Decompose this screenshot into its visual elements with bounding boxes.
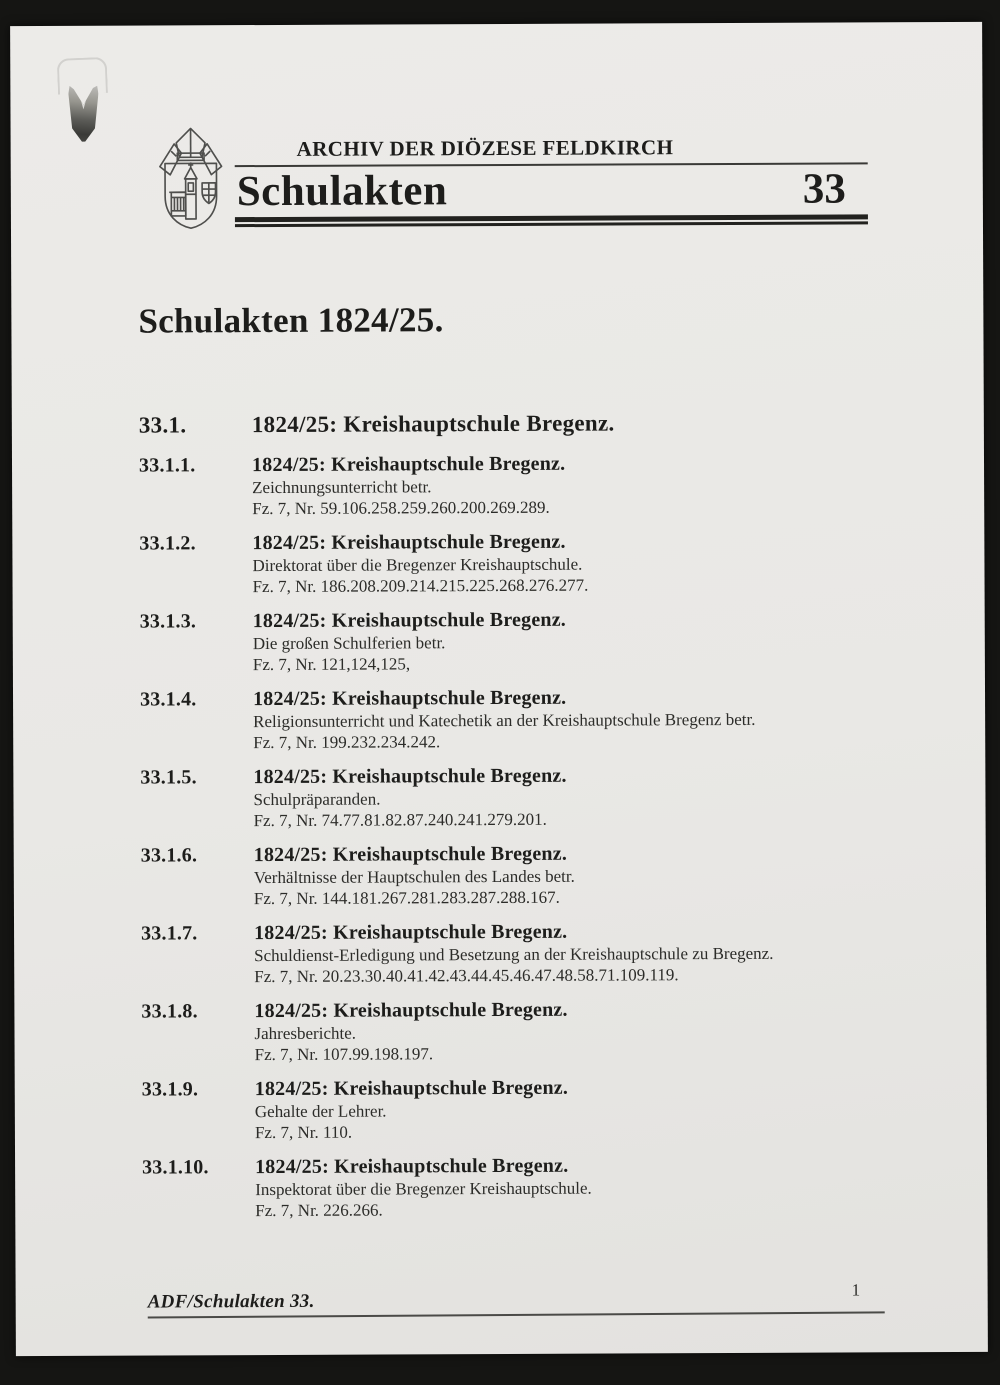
entry-details	[252, 474, 879, 519]
entry-row	[140, 762, 880, 831]
entry-id: 33.1.9.	[141, 1078, 199, 1101]
footer-label: ADF/Schulakten 33.	[147, 1290, 315, 1313]
entry-details	[254, 942, 881, 987]
entry-detail-line: Fz. 7, Nr. 121,124,125,	[252, 654, 411, 675]
entry-details	[255, 1176, 882, 1221]
entry-title: 1824/25: Kreishauptschule Bregenz.	[251, 452, 566, 477]
diocese-coat-of-arms-logo	[144, 124, 238, 232]
entry-body	[252, 408, 879, 438]
entry-detail-line: Die großen Schulferien betr.	[252, 633, 446, 654]
entry-detail-line: Religionsunterricht und Katechetik an der Kreishauptschule Bregenz betr.	[253, 709, 756, 732]
entry-title: 1824/25: Kreishauptschule Bregenz.	[255, 1154, 569, 1179]
entry-id: 33.1.10.	[142, 1156, 209, 1179]
punch-hole-outline	[57, 57, 108, 95]
entry-body	[254, 996, 881, 1065]
document-title: Schulakten 1824/25.	[138, 300, 444, 341]
entry-id: 33.1.6.	[140, 844, 198, 867]
entry-body	[252, 450, 879, 519]
entry-row	[140, 684, 880, 753]
entry-details	[254, 1020, 881, 1065]
entry-id: 33.1.2.	[139, 532, 196, 555]
entry-detail-line: Fz. 7, Nr. 144.181.267.281.283.287.288.167.	[253, 887, 560, 909]
entry-title: 1824/25: Kreishauptschule Bregenz.	[251, 410, 615, 438]
entry-detail-line: Fz. 7, Nr. 226.266.	[255, 1200, 383, 1221]
paper-fastener-mark	[68, 86, 98, 142]
entry-title: 1824/25: Kreishauptschule Bregenz.	[252, 530, 566, 555]
entry-row	[141, 918, 881, 987]
entry-body	[255, 1152, 882, 1221]
entry-detail-line: Schuldienst-Erledigung und Besetzung an der Kreishauptschule zu Bregenz.	[254, 943, 774, 966]
entry-row	[142, 1074, 882, 1143]
entry-detail-line: Jahresberichte.	[254, 1023, 357, 1044]
entry-list	[139, 408, 883, 1233]
entry-detail-line: Fz. 7, Nr. 20.23.30.40.41.42.43.44.45.46.47.48.58.71.109.119.	[254, 965, 679, 987]
section-number: 33	[802, 165, 846, 213]
entry-detail-line: Fz. 7, Nr. 110.	[254, 1122, 353, 1143]
entry-details	[255, 1098, 882, 1143]
page-number: 1	[851, 1280, 861, 1300]
entry-body	[255, 1074, 882, 1143]
letterhead	[235, 134, 868, 227]
entry-row	[140, 606, 880, 675]
entry-details	[253, 708, 880, 753]
entry-detail-line: Gehalte der Lehrer.	[254, 1101, 387, 1122]
entry-id: 33.1.3.	[139, 610, 197, 633]
entry-detail-line: Direktorat über die Bregenzer Kreishauptschule.	[252, 554, 583, 576]
masthead	[235, 164, 868, 217]
entry-detail-line: Schulpräparanden.	[253, 789, 381, 810]
entry-detail-line: Verhältnisse der Hauptschulen des Landes betr.	[253, 866, 575, 888]
entry-row	[141, 840, 881, 909]
entry-body	[253, 762, 880, 831]
entry-body	[252, 528, 879, 597]
entry-body	[254, 918, 881, 987]
entry-detail-line: Zeichnungsunterricht betr.	[252, 477, 432, 498]
entry-id: 33.1.4.	[139, 688, 197, 711]
entry-title: 1824/25: Kreishauptschule Bregenz.	[252, 608, 567, 633]
entry-body	[253, 606, 880, 675]
section-title: Schulakten	[236, 167, 448, 216]
entry-details	[252, 552, 879, 597]
entry-title: 1824/25: Kreishauptschule Bregenz.	[254, 1076, 569, 1101]
entry-details	[254, 864, 881, 909]
entry-body	[253, 684, 880, 753]
entry-id: 33.1.5.	[140, 766, 197, 789]
entry-row	[139, 450, 879, 519]
archive-name: ARCHIV DER DIÖZESE FELDKIRCH	[296, 135, 674, 161]
entry-id: 33.1.	[138, 412, 187, 438]
entry-title: 1824/25: Kreishauptschule Bregenz.	[253, 842, 568, 867]
entry-details	[253, 630, 880, 675]
entry-title: 1824/25: Kreishauptschule Bregenz.	[254, 998, 568, 1023]
entry-row	[139, 528, 879, 597]
entry-row	[141, 996, 881, 1065]
entry-detail-line: Fz. 7, Nr. 74.77.81.82.87.240.241.279.201.	[253, 809, 547, 831]
entry-id: 33.1.1.	[138, 454, 196, 477]
document-page	[10, 22, 988, 1356]
entry-detail-line: Fz. 7, Nr. 107.99.198.197.	[254, 1044, 434, 1065]
entry-body	[254, 840, 881, 909]
entry-details	[253, 786, 880, 831]
entry-id: 33.1.7.	[141, 922, 198, 945]
entry-title: 1824/25: Kreishauptschule Bregenz.	[253, 764, 567, 789]
entry-detail-line: Fz. 7, Nr. 59.106.258.259.260.200.269.289.	[252, 497, 550, 519]
entry-detail-line: Fz. 7, Nr. 199.232.234.242.	[253, 732, 441, 753]
entry-id: 33.1.8.	[141, 1000, 198, 1023]
entry-title: 1824/25: Kreishauptschule Bregenz.	[252, 686, 567, 711]
entry-title: 1824/25: Kreishauptschule Bregenz.	[254, 920, 568, 945]
letterhead-double-rule	[235, 214, 868, 227]
entry-row	[139, 408, 879, 438]
entry-row	[142, 1152, 882, 1221]
entry-detail-line: Inspektorat über die Bregenzer Kreishauptschule.	[255, 1178, 592, 1200]
entry-detail-line: Fz. 7, Nr. 186.208.209.214.215.225.268.276.277.	[252, 575, 589, 597]
